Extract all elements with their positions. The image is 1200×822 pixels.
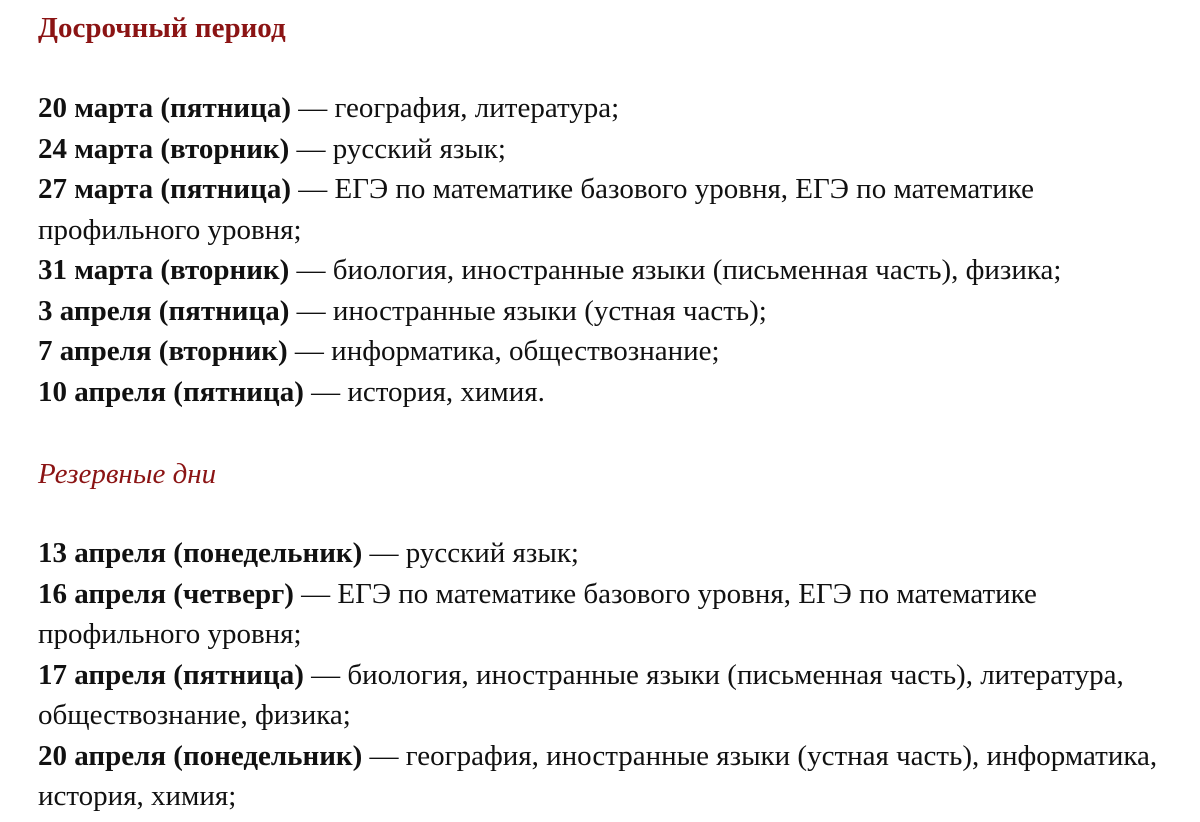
entry-date: 27 марта (пятница): [38, 173, 291, 205]
entry-date: 16 апреля (четверг): [38, 577, 294, 610]
entry-separator: —: [291, 173, 335, 205]
entry-subjects: ЕГЭ по математике базового уровня, ЕГЭ по математике профильного уровня;: [38, 577, 1037, 650]
entry-date: 20 апреля (понедельник): [38, 739, 363, 772]
reserve-days-heading: Резервные дни: [38, 458, 217, 490]
schedule-entry: [38, 169, 1180, 250]
entry-separator: —: [287, 335, 332, 367]
entry-subjects: русский язык;: [332, 132, 506, 165]
early-period-heading: Досрочный период: [38, 12, 286, 44]
schedule-entry: [38, 533, 1180, 574]
entry-subjects: информатика, обществознание;: [331, 335, 720, 367]
entry-subjects: биология, иностранные языки (письменная часть), литература, обществознание, физика;: [38, 658, 1124, 731]
entry-subjects: иностранные языки (устная часть);: [332, 294, 767, 327]
entry-date: 20 марта (пятница): [38, 92, 291, 124]
schedule-entry: [38, 250, 1180, 291]
entry-date: 31 марта (вторник): [38, 254, 290, 286]
entry-subjects: география, литература;: [334, 92, 620, 124]
schedule-entry: [38, 372, 1180, 413]
schedule-entry: [38, 129, 1180, 170]
entry-date: 10 апреля (пятница): [38, 375, 304, 408]
entry-separator: —: [293, 577, 338, 610]
schedule-entry: [38, 291, 1180, 332]
entry-separator: —: [303, 375, 348, 408]
entry-subjects: биология, иностранные языки (письменная часть), физика;: [332, 254, 1062, 286]
schedule-entry: [38, 574, 1180, 655]
entry-separator: —: [289, 294, 333, 327]
early-period-schedule: [38, 88, 1180, 412]
entry-subjects: русский язык;: [405, 537, 579, 569]
entry-separator: —: [289, 132, 333, 165]
entry-date: 3 апреля (пятница): [38, 294, 290, 327]
reserve-days-heading-wrap: [38, 458, 1180, 490]
entry-subjects: история, химия.: [347, 375, 545, 408]
schedule-entry: [38, 736, 1180, 817]
entry-date: 24 марта (вторник): [38, 132, 290, 165]
schedule-entry: [38, 655, 1180, 736]
entry-separator: —: [291, 92, 335, 124]
entry-separator: —: [289, 254, 333, 286]
entry-separator: —: [362, 739, 406, 772]
entry-subjects: ЕГЭ по математике базового уровня, ЕГЭ по математике профильного уровня;: [38, 173, 1034, 246]
entry-date: 7 апреля (вторник): [38, 335, 288, 367]
entry-subjects: география, иностранные языки (устная часть), информатика, история, химия;: [38, 739, 1158, 812]
schedule-entry: [38, 331, 1180, 372]
reserve-days-schedule: [38, 533, 1180, 817]
entry-separator: —: [303, 658, 348, 691]
entry-separator: —: [362, 537, 406, 569]
schedule-entry: [38, 88, 1180, 129]
entry-date: 17 апреля (пятница): [38, 658, 304, 691]
entry-date: 13 апреля (понедельник): [38, 537, 363, 569]
